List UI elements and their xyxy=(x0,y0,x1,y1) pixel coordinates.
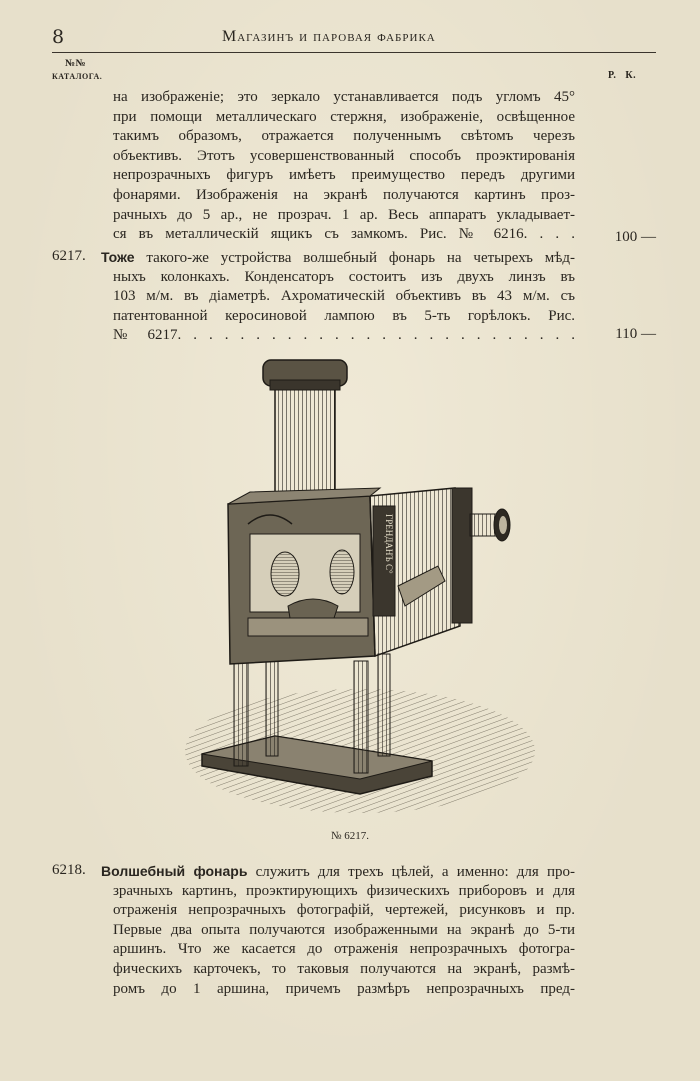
entry-lead: Волшебный фонарь xyxy=(101,863,248,879)
page-number: 8 xyxy=(52,26,65,48)
text-line: аршинъ. Что же касается до отраженія непрозрачныхъ фотогра- xyxy=(113,941,575,958)
magic-lantern-illustration xyxy=(170,356,540,826)
text-line: ся въ металлическій ящикъ съ замкомъ. Рис. № 6216. . . . xyxy=(113,226,575,243)
condenser-lens-left xyxy=(271,552,299,596)
entry-6216-continuation xyxy=(113,88,575,245)
page-header xyxy=(52,24,656,53)
objective-glass xyxy=(499,516,507,534)
catalog-number-label: №№ xyxy=(65,58,87,69)
text-line: фонарями. Изображенія на экранѣ получаются картинъ проз- xyxy=(113,186,575,203)
text-line: такимъ образомъ, отражается полученнымъ свѣтомъ черезъ xyxy=(113,128,575,145)
text-line: рачныхъ до 5 ар., не прозрач. 1 ар. Весь аппаратъ укладывает- xyxy=(113,206,575,223)
lamp-tray xyxy=(248,618,368,636)
text-line: зрачныхъ картинъ, проэктирующихъ физическихъ приборовъ и для xyxy=(113,882,575,899)
catalog-label: КАТАЛОГА. xyxy=(52,72,103,81)
chimney-collar xyxy=(270,380,340,390)
price-6217: 110 — xyxy=(615,326,656,342)
leg-front-right xyxy=(354,661,368,773)
entry-6218-body xyxy=(113,882,575,1000)
leg-back-left xyxy=(266,656,278,756)
figure-caption: № 6217. xyxy=(331,830,369,842)
price-column-label: Р. К. xyxy=(608,70,637,81)
chimney xyxy=(275,388,335,498)
entry-6217-body xyxy=(113,268,575,346)
text-line: Первые два опыта получаются изображенными на экранѣ до 5-ти xyxy=(113,921,575,938)
catalog-number-6218: 6218. xyxy=(52,862,86,878)
running-title: Магазинъ и паровая фабрика xyxy=(222,28,436,45)
text-line: ромъ до 1 аршина, причемъ размѣръ непрозрачныхъ пред- xyxy=(113,980,575,997)
text-line xyxy=(101,248,575,269)
text-line: при помощи металлическаго стержня, изображеніе, освѣщенное xyxy=(113,108,575,125)
price-6216: 100 — xyxy=(614,229,656,245)
leg-back-right xyxy=(378,654,390,756)
text-line: ныхъ колонкахъ. Конденсаторъ состоитъ изъ двухъ линзъ въ xyxy=(113,268,575,285)
condenser-lens-right xyxy=(330,550,354,594)
lens-stand xyxy=(452,488,472,623)
text-line: на изображеніе; это зеркало устанавливается подъ угломъ 45° xyxy=(113,89,575,105)
entry-6218 xyxy=(101,862,575,883)
leg-front-left xyxy=(234,661,248,766)
text-line: непрозрачныхъ фигуръ имѣетъ преимущество передъ другими xyxy=(113,167,575,184)
entry-lead: Тоже xyxy=(101,249,135,265)
catalog-number-6217: 6217. xyxy=(52,248,86,264)
maker-plate-text: ГРЕНДАНЪ С° xyxy=(384,514,394,574)
text-line: отраженія непрозрачныхъ фотографій, чертежей, рисунковъ и пр. xyxy=(113,902,575,919)
text-line: 103 м/м. въ діаметрѣ. Ахроматическій объективъ въ 43 м/м. съ xyxy=(113,288,575,305)
text-line: патентованной керосиновой лампою въ 5-ть горѣлокъ. Рис. xyxy=(113,307,575,324)
text-line: фическихъ карточекъ, то таковыя получаются на экранѣ, размѣ- xyxy=(113,960,575,977)
text-line: объективъ. Этотъ усовершенствованный способъ проэктированія xyxy=(113,147,575,164)
entry-6217 xyxy=(101,248,575,269)
text-line xyxy=(101,862,575,883)
entry-first-line: служитъ для трехъ цѣлей, а именно: для про- xyxy=(247,864,575,880)
entry-first-line: такого-же устройства волшебный фонарь на четырехъ мѣд- xyxy=(134,250,575,266)
text-line: № 6217. . . . . . . . . . . . . . . . . . . . . . . . . . xyxy=(113,327,575,344)
